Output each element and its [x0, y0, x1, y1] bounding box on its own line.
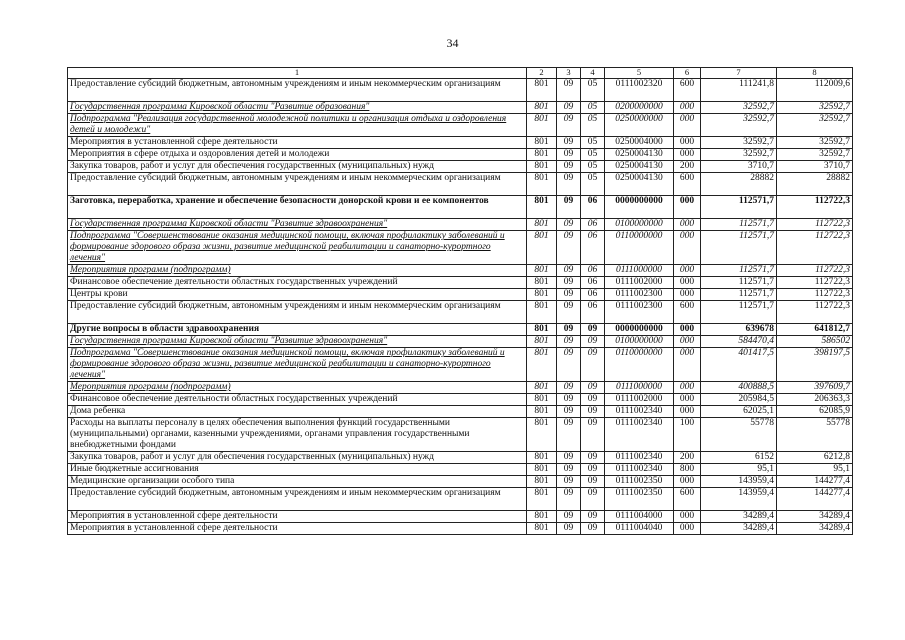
- row-pr: 05: [581, 102, 605, 114]
- header-cell: 5: [605, 68, 674, 79]
- row-gr: 801: [527, 336, 557, 348]
- row-rz: 09: [557, 382, 581, 394]
- row-csr: 0111002340: [605, 418, 674, 452]
- row-csr: 0250004130: [605, 173, 674, 196]
- row-amount-2: 398197,5: [777, 348, 853, 382]
- row-gr: 801: [527, 289, 557, 301]
- row-csr: 0200000000: [605, 102, 674, 114]
- row-csr: 0000000000: [605, 196, 674, 219]
- row-name: Финансовое обеспечение деятельности областных государственных учреждений: [68, 394, 527, 406]
- table-row: [68, 464, 853, 476]
- row-pr: 06: [581, 231, 605, 265]
- row-rz: 09: [557, 173, 581, 196]
- row-name: Предоставление субсидий бюджетным, автономным учреждениям и иным некоммерческим организациям: [68, 301, 527, 324]
- table-row: [68, 348, 853, 382]
- row-rz: 09: [557, 324, 581, 336]
- row-vr: 800: [674, 464, 701, 476]
- row-csr: 0110000000: [605, 231, 674, 265]
- row-amount-1: 112571,7: [701, 231, 777, 265]
- row-amount-2: 3710,7: [777, 161, 853, 173]
- row-rz: 09: [557, 289, 581, 301]
- row-pr: 09: [581, 511, 605, 523]
- row-vr: 000: [674, 149, 701, 161]
- table-row: [68, 173, 853, 196]
- row-vr: 100: [674, 418, 701, 452]
- row-csr: 0000000000: [605, 324, 674, 336]
- row-csr: 0111002340: [605, 406, 674, 418]
- header-cell: 1: [68, 68, 527, 79]
- table-row: [68, 102, 853, 114]
- header-cell: 4: [581, 68, 605, 79]
- row-vr: 600: [674, 173, 701, 196]
- row-amount-1: 111241,8: [701, 79, 777, 102]
- table-row: [68, 137, 853, 149]
- row-csr: 0111000000: [605, 265, 674, 277]
- row-amount-1: 34289,4: [701, 511, 777, 523]
- table-row: [68, 324, 853, 336]
- row-rz: 09: [557, 488, 581, 511]
- row-amount-1: 112571,7: [701, 219, 777, 231]
- table-row: [68, 511, 853, 523]
- row-rz: 09: [557, 265, 581, 277]
- row-rz: 09: [557, 418, 581, 452]
- header-cell: 3: [557, 68, 581, 79]
- row-amount-2: 32592,7: [777, 149, 853, 161]
- row-amount-1: 112571,7: [701, 289, 777, 301]
- row-vr: 000: [674, 231, 701, 265]
- table-row: [68, 394, 853, 406]
- row-vr: 200: [674, 452, 701, 464]
- row-pr: 09: [581, 324, 605, 336]
- row-vr: 000: [674, 523, 701, 535]
- row-amount-2: 144277,4: [777, 476, 853, 488]
- row-name: Предоставление субсидий бюджетным, автономным учреждениям и иным некоммерческим организациям: [68, 79, 527, 102]
- row-gr: 801: [527, 394, 557, 406]
- row-csr: 0111004040: [605, 523, 674, 535]
- header-cell: 7: [701, 68, 777, 79]
- page-number: 34: [446, 36, 459, 50]
- row-name: Предоставление субсидий бюджетным, автономным учреждениям и иным некоммерческим организациям: [68, 173, 527, 196]
- table-row: [68, 161, 853, 173]
- row-name: Государственная программа Кировской области "Развитие здравоохранения": [68, 336, 527, 348]
- row-gr: 801: [527, 137, 557, 149]
- table-row: [68, 114, 853, 137]
- row-csr: 0111002000: [605, 277, 674, 289]
- row-vr: 600: [674, 301, 701, 324]
- row-amount-2: 112009,6: [777, 79, 853, 102]
- row-name: Государственная программа Кировской области "Развитие образования": [68, 102, 527, 114]
- table-row: [68, 265, 853, 277]
- row-amount-1: 34289,4: [701, 523, 777, 535]
- row-gr: 801: [527, 114, 557, 137]
- row-csr: 0111004000: [605, 511, 674, 523]
- row-gr: 801: [527, 511, 557, 523]
- row-amount-1: 112571,7: [701, 265, 777, 277]
- row-vr: 000: [674, 219, 701, 231]
- row-amount-2: 112722,3: [777, 277, 853, 289]
- row-gr: 801: [527, 79, 557, 102]
- row-amount-2: 112722,3: [777, 231, 853, 265]
- row-gr: 801: [527, 406, 557, 418]
- table-row: [68, 231, 853, 265]
- row-gr: 801: [527, 265, 557, 277]
- row-vr: 000: [674, 476, 701, 488]
- row-pr: 09: [581, 464, 605, 476]
- row-rz: 09: [557, 452, 581, 464]
- row-csr: 0250000000: [605, 114, 674, 137]
- row-amount-2: 586502: [777, 336, 853, 348]
- row-csr: 0111002300: [605, 301, 674, 324]
- row-amount-1: 584470,4: [701, 336, 777, 348]
- row-name: Мероприятия в установленной сфере деятельности: [68, 523, 527, 535]
- row-rz: 09: [557, 464, 581, 476]
- row-amount-2: 34289,4: [777, 523, 853, 535]
- row-name: Мероприятия программ (подпрограмм): [68, 265, 527, 277]
- row-amount-2: 206363,3: [777, 394, 853, 406]
- row-amount-2: 112722,3: [777, 289, 853, 301]
- row-amount-1: 32592,7: [701, 149, 777, 161]
- table-body: [68, 79, 853, 535]
- header-row: [68, 68, 853, 79]
- row-rz: 09: [557, 348, 581, 382]
- row-name: Центры крови: [68, 289, 527, 301]
- row-amount-1: 112571,7: [701, 301, 777, 324]
- row-amount-1: 32592,7: [701, 114, 777, 137]
- row-amount-2: 112722,3: [777, 265, 853, 277]
- row-amount-2: 641812,7: [777, 324, 853, 336]
- table-row: [68, 418, 853, 452]
- row-amount-1: 112571,7: [701, 196, 777, 219]
- row-name: Мероприятия в сфере отдыха и оздоровления детей и молодежи: [68, 149, 527, 161]
- row-name: Подпрограмма "Совершенствование оказания медицинской помощи, включая профилактику заболеваний и формирование здорового образа жизни, развитие медицинской реабилитации и санаторно-курортного лечения": [68, 348, 527, 382]
- row-name: Мероприятия в установленной сфере деятельности: [68, 511, 527, 523]
- table-row: [68, 277, 853, 289]
- row-vr: 000: [674, 336, 701, 348]
- row-gr: 801: [527, 464, 557, 476]
- row-name: Закупка товаров, работ и услуг для обеспечения государственных (муниципальных) нужд: [68, 161, 527, 173]
- row-rz: 09: [557, 219, 581, 231]
- row-vr: 000: [674, 324, 701, 336]
- row-pr: 05: [581, 149, 605, 161]
- row-pr: 09: [581, 418, 605, 452]
- row-name: Мероприятия в установленной сфере деятельности: [68, 137, 527, 149]
- row-csr: 0111000000: [605, 382, 674, 394]
- header-cell: 6: [674, 68, 701, 79]
- row-vr: 000: [674, 102, 701, 114]
- row-pr: 09: [581, 382, 605, 394]
- row-name: Медицинские организации особого типа: [68, 476, 527, 488]
- table-row: [68, 382, 853, 394]
- row-vr: 000: [674, 265, 701, 277]
- table-row: [68, 523, 853, 535]
- row-csr: 0111002000: [605, 394, 674, 406]
- row-amount-2: 32592,7: [777, 114, 853, 137]
- row-amount-2: 397609,7: [777, 382, 853, 394]
- row-amount-2: 6212,8: [777, 452, 853, 464]
- row-amount-2: 28882: [777, 173, 853, 196]
- row-pr: 06: [581, 196, 605, 219]
- row-pr: 09: [581, 476, 605, 488]
- row-csr: 0111002350: [605, 488, 674, 511]
- row-amount-2: 32592,7: [777, 137, 853, 149]
- row-pr: 06: [581, 301, 605, 324]
- row-pr: 06: [581, 277, 605, 289]
- row-csr: 0111002300: [605, 289, 674, 301]
- row-rz: 09: [557, 406, 581, 418]
- row-amount-1: 205984,5: [701, 394, 777, 406]
- row-rz: 09: [557, 102, 581, 114]
- row-amount-2: 144277,4: [777, 488, 853, 511]
- row-rz: 09: [557, 137, 581, 149]
- row-vr: 600: [674, 488, 701, 511]
- row-pr: 05: [581, 161, 605, 173]
- row-vr: 000: [674, 511, 701, 523]
- row-gr: 801: [527, 348, 557, 382]
- row-gr: 801: [527, 418, 557, 452]
- row-gr: 801: [527, 476, 557, 488]
- row-amount-1: 143959,4: [701, 476, 777, 488]
- table-row: [68, 149, 853, 161]
- row-rz: 09: [557, 336, 581, 348]
- row-gr: 801: [527, 219, 557, 231]
- row-amount-2: 32592,7: [777, 102, 853, 114]
- row-pr: 06: [581, 265, 605, 277]
- row-amount-1: 639678: [701, 324, 777, 336]
- row-rz: 09: [557, 79, 581, 102]
- row-rz: 09: [557, 301, 581, 324]
- row-name: Заготовка, переработка, хранение и обеспечение безопасности донорской крови и ее компонентов: [68, 196, 527, 219]
- row-gr: 801: [527, 196, 557, 219]
- row-vr: 000: [674, 348, 701, 382]
- row-rz: 09: [557, 511, 581, 523]
- budget-table: [67, 67, 853, 535]
- row-pr: 09: [581, 406, 605, 418]
- table-row: [68, 301, 853, 324]
- row-name: Иные бюджетные ассигнования: [68, 464, 527, 476]
- row-gr: 801: [527, 301, 557, 324]
- row-rz: 09: [557, 523, 581, 535]
- row-amount-2: 112722,3: [777, 196, 853, 219]
- row-vr: 000: [674, 137, 701, 149]
- row-pr: 09: [581, 336, 605, 348]
- row-pr: 05: [581, 79, 605, 102]
- row-vr: 000: [674, 289, 701, 301]
- row-amount-1: 62025,1: [701, 406, 777, 418]
- row-amount-2: 55778: [777, 418, 853, 452]
- table-row: [68, 79, 853, 102]
- row-amount-2: 95,1: [777, 464, 853, 476]
- table-row: [68, 219, 853, 231]
- row-rz: 09: [557, 231, 581, 265]
- row-amount-1: 112571,7: [701, 277, 777, 289]
- row-amount-1: 95,1: [701, 464, 777, 476]
- row-name: Расходы на выплаты персоналу в целях обеспечения выполнения функций государственными (муниципальными) органами, казенными учреждениями, органами управления государственными внебюджетными фондами: [68, 418, 527, 452]
- table-row: [68, 289, 853, 301]
- row-amount-1: 6152: [701, 452, 777, 464]
- row-pr: 05: [581, 114, 605, 137]
- row-vr: 200: [674, 161, 701, 173]
- row-name: Предоставление субсидий бюджетным, автономным учреждениям и иным некоммерческим организациям: [68, 488, 527, 511]
- table-row: [68, 406, 853, 418]
- row-amount-1: 32592,7: [701, 102, 777, 114]
- row-csr: 0250004000: [605, 137, 674, 149]
- row-name: Закупка товаров, работ и услуг для обеспечения государственных (муниципальных) нужд: [68, 452, 527, 464]
- row-rz: 09: [557, 196, 581, 219]
- row-name: Мероприятия программ (подпрограмм): [68, 382, 527, 394]
- row-rz: 09: [557, 476, 581, 488]
- row-gr: 801: [527, 523, 557, 535]
- row-amount-2: 112722,3: [777, 301, 853, 324]
- row-csr: 0111002320: [605, 79, 674, 102]
- row-amount-1: 3710,7: [701, 161, 777, 173]
- row-csr: 0100000000: [605, 219, 674, 231]
- row-csr: 0250004130: [605, 149, 674, 161]
- row-vr: 000: [674, 196, 701, 219]
- row-vr: 000: [674, 406, 701, 418]
- row-name: Подпрограмма "Реализация государственной молодежной политики и организация отдыха и оздоровления детей и молодежи": [68, 114, 527, 137]
- table-row: [68, 336, 853, 348]
- row-gr: 801: [527, 452, 557, 464]
- row-name: Государственная программа Кировской области "Развитие здравоохранения": [68, 219, 527, 231]
- row-csr: 0100000000: [605, 336, 674, 348]
- row-pr: 09: [581, 394, 605, 406]
- row-pr: 06: [581, 219, 605, 231]
- row-rz: 09: [557, 277, 581, 289]
- row-pr: 05: [581, 137, 605, 149]
- row-gr: 801: [527, 149, 557, 161]
- row-amount-1: 400888,5: [701, 382, 777, 394]
- row-pr: 05: [581, 173, 605, 196]
- header-cell: 2: [527, 68, 557, 79]
- row-csr: 0111002340: [605, 464, 674, 476]
- row-amount-2: 62085,9: [777, 406, 853, 418]
- row-rz: 09: [557, 394, 581, 406]
- row-amount-2: 112722,3: [777, 219, 853, 231]
- row-vr: 000: [674, 277, 701, 289]
- row-csr: 0111002350: [605, 476, 674, 488]
- row-gr: 801: [527, 102, 557, 114]
- row-gr: 801: [527, 488, 557, 511]
- row-vr: 000: [674, 114, 701, 137]
- row-rz: 09: [557, 149, 581, 161]
- row-gr: 801: [527, 324, 557, 336]
- table-row: [68, 476, 853, 488]
- row-gr: 801: [527, 231, 557, 265]
- row-vr: 000: [674, 382, 701, 394]
- row-pr: 09: [581, 488, 605, 511]
- row-pr: 09: [581, 523, 605, 535]
- row-name: Другие вопросы в области здравоохранения: [68, 324, 527, 336]
- row-amount-1: 28882: [701, 173, 777, 196]
- row-name: Подпрограмма "Совершенствование оказания медицинской помощи, включая профилактику заболеваний и формирование здорового образа жизни, развитие медицинской реабилитации и санаторно-курортного лечения": [68, 231, 527, 265]
- row-amount-1: 401417,5: [701, 348, 777, 382]
- row-amount-2: 34289,4: [777, 511, 853, 523]
- row-pr: 09: [581, 348, 605, 382]
- row-csr: 0250004130: [605, 161, 674, 173]
- header-cell: 8: [777, 68, 853, 79]
- row-gr: 801: [527, 382, 557, 394]
- row-vr: 600: [674, 79, 701, 102]
- row-pr: 06: [581, 289, 605, 301]
- row-rz: 09: [557, 161, 581, 173]
- table-row: [68, 196, 853, 219]
- row-amount-1: 143959,4: [701, 488, 777, 511]
- row-gr: 801: [527, 173, 557, 196]
- row-name: Финансовое обеспечение деятельности областных государственных учреждений: [68, 277, 527, 289]
- row-gr: 801: [527, 161, 557, 173]
- row-pr: 09: [581, 452, 605, 464]
- row-gr: 801: [527, 277, 557, 289]
- table-row: [68, 488, 853, 511]
- row-name: Дома ребенка: [68, 406, 527, 418]
- table-row: [68, 452, 853, 464]
- row-amount-1: 32592,7: [701, 137, 777, 149]
- row-csr: 0110000000: [605, 348, 674, 382]
- row-csr: 0111002340: [605, 452, 674, 464]
- row-amount-1: 55778: [701, 418, 777, 452]
- row-vr: 000: [674, 394, 701, 406]
- row-rz: 09: [557, 114, 581, 137]
